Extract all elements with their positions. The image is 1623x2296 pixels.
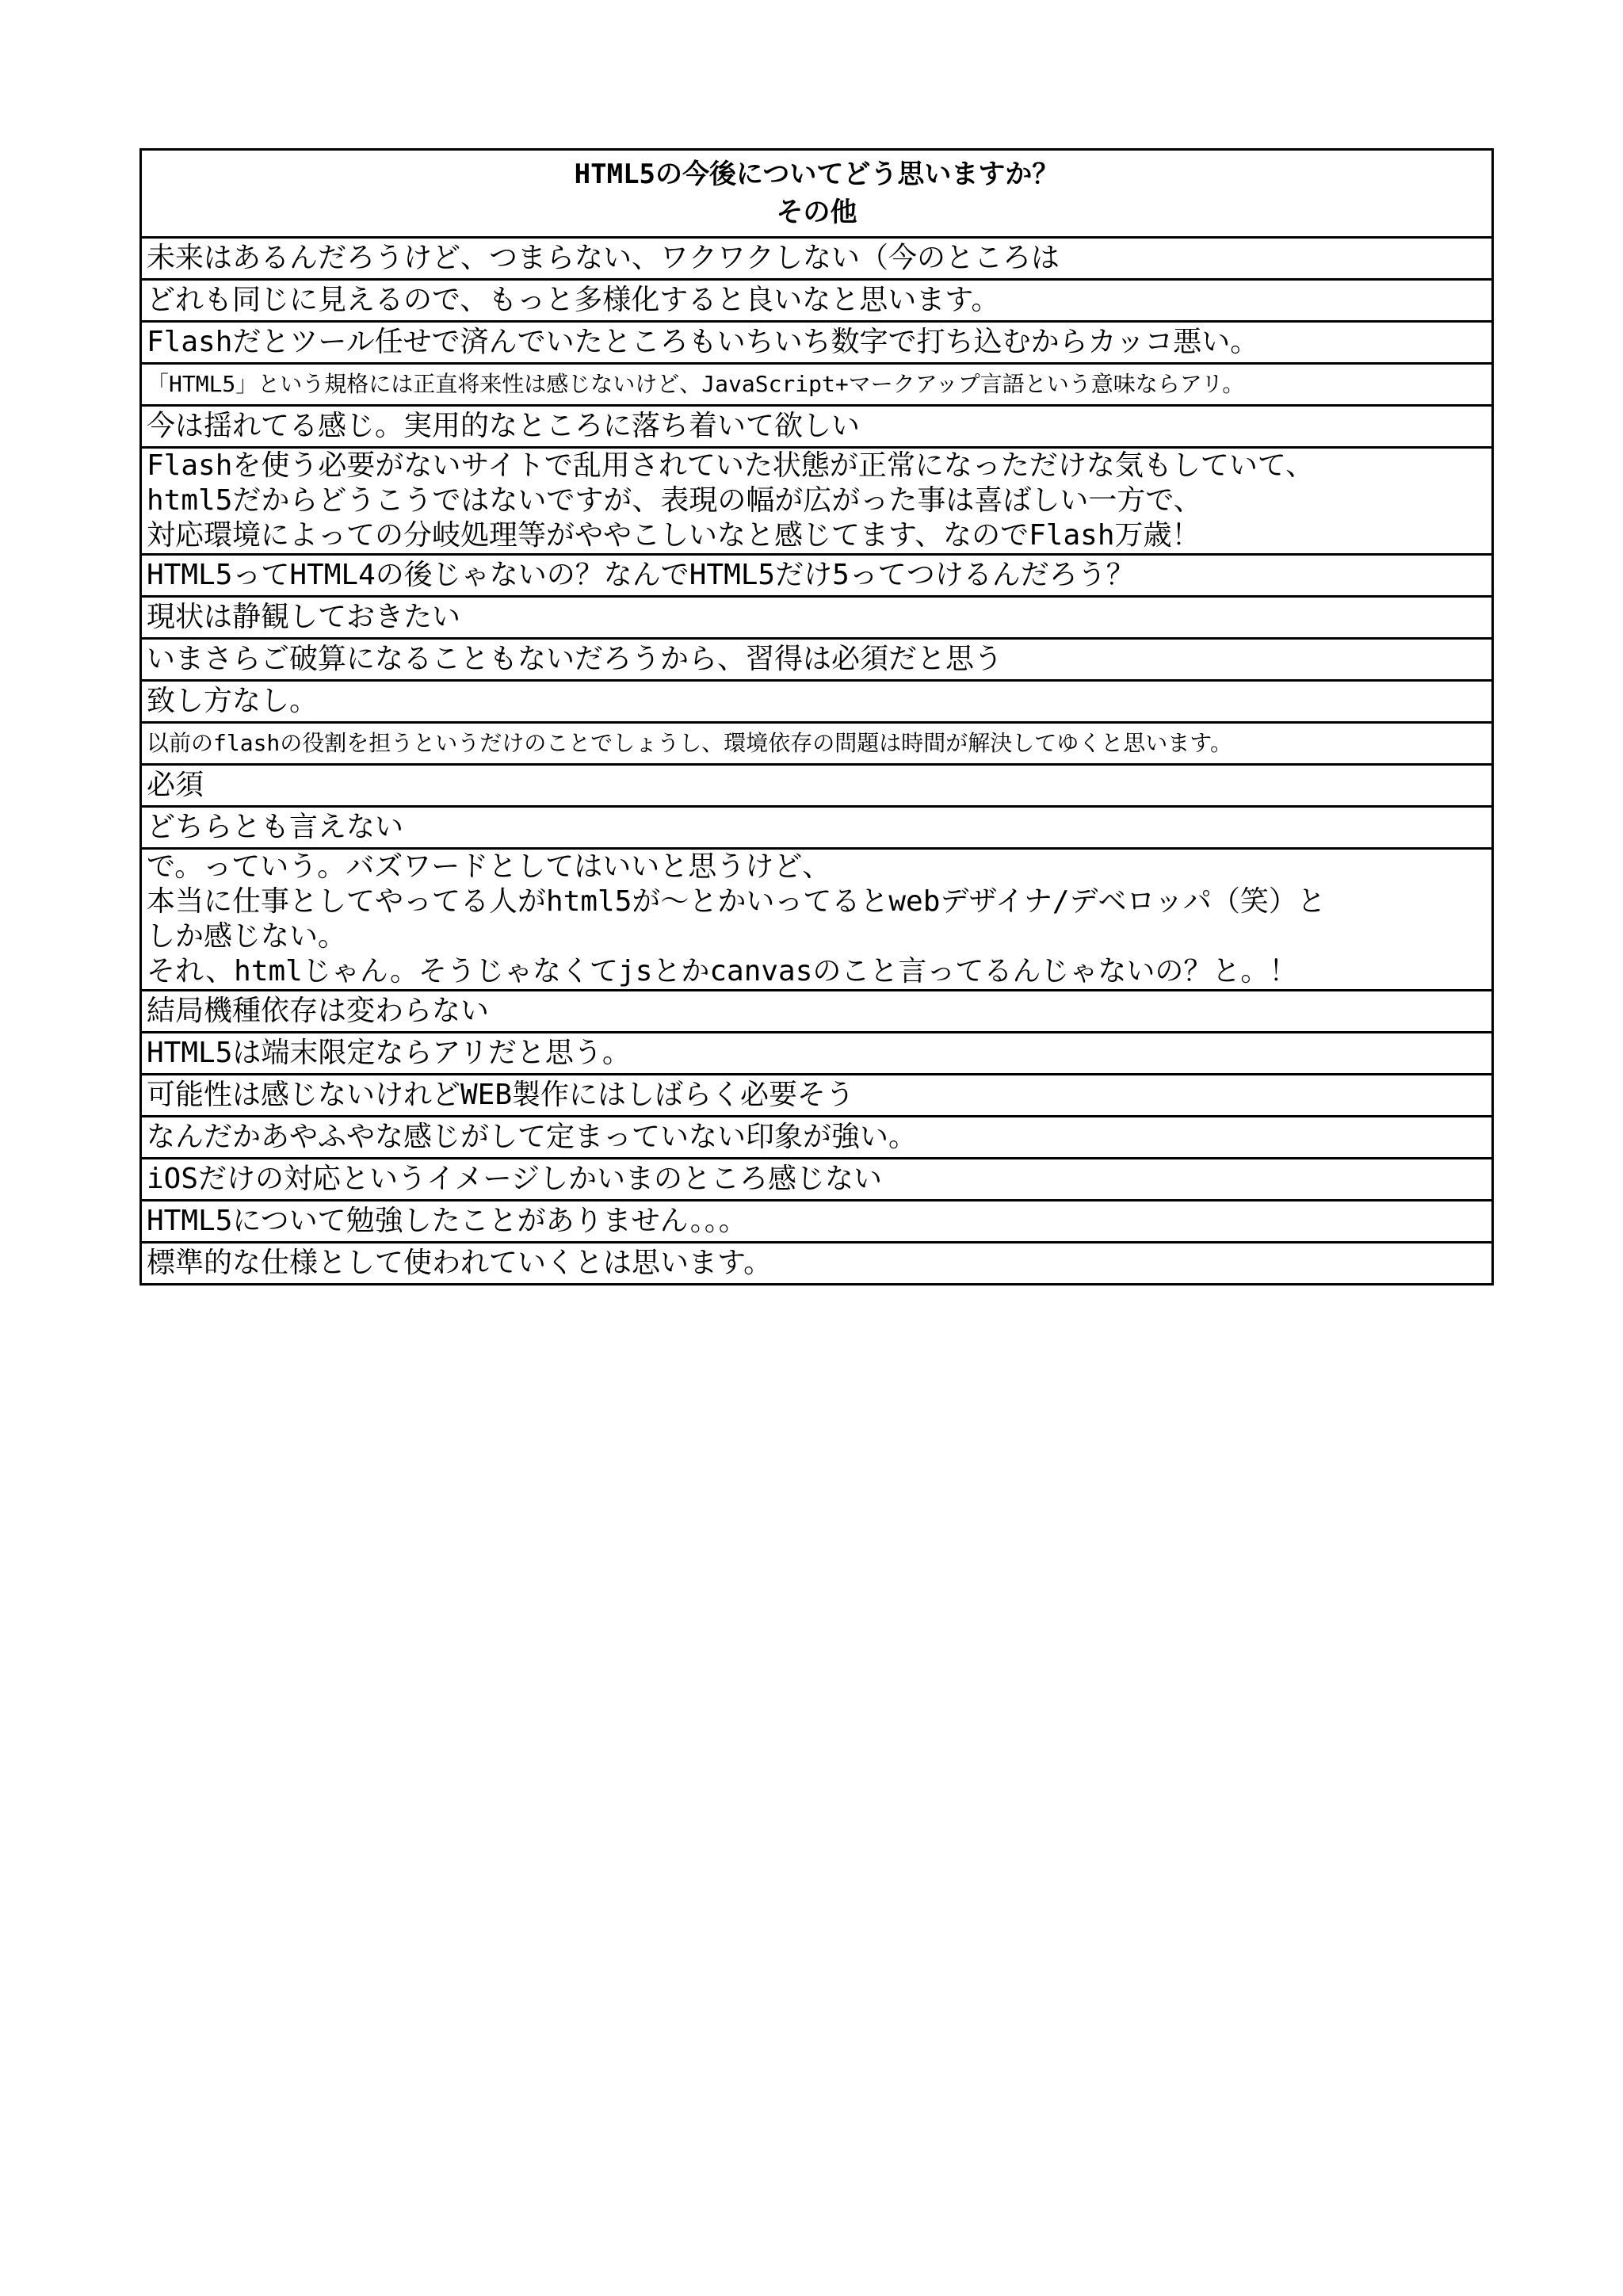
table-row bbox=[141, 765, 1493, 807]
response-text: しか感じない。 bbox=[147, 920, 347, 953]
response-text: 致し方なし。 bbox=[147, 685, 319, 717]
survey-table-body bbox=[141, 150, 1493, 1285]
table-row bbox=[141, 639, 1493, 681]
response-cell bbox=[141, 765, 1493, 807]
survey-table bbox=[139, 148, 1494, 1286]
response-text: 標準的な仕様として使われていくとは思います。 bbox=[147, 1247, 773, 1279]
response-cell bbox=[141, 723, 1493, 765]
table-row bbox=[141, 1117, 1493, 1159]
table-row bbox=[141, 807, 1493, 849]
response-cell bbox=[141, 849, 1493, 991]
response-cell bbox=[141, 406, 1493, 448]
table-row bbox=[141, 406, 1493, 448]
table-row bbox=[141, 723, 1493, 765]
response-text: で。っていう。バズワードとしてはいいと思うけど、 bbox=[147, 850, 831, 883]
response-text: 以前のflashの役割を担うというだけのことでしょうし、環境依存の問題は時間が解決してゆくと思います。 bbox=[147, 730, 1233, 756]
response-text: 結局機種依存は変わらない bbox=[147, 995, 490, 1027]
response-text: それ、htmlじゃん。そうじゃなくてjsとかcanvasのこと言ってるんじゃないの？と。！ bbox=[147, 955, 1298, 988]
response-text: 現状は静観しておきたい bbox=[147, 601, 461, 633]
table-row bbox=[141, 238, 1493, 280]
category-label: その他 bbox=[776, 197, 857, 228]
table-row bbox=[141, 991, 1493, 1033]
table-row bbox=[141, 597, 1493, 639]
response-text: iOSだけの対応というイメージしかいまのところ感じない bbox=[147, 1163, 882, 1195]
response-cell bbox=[141, 364, 1493, 406]
response-cell bbox=[141, 238, 1493, 280]
response-text: なんだかあやふやな感じがして定まっていない印象が強い。 bbox=[147, 1121, 918, 1153]
response-text: いまさらご破算になることもないだろうから、習得は必須だと思う bbox=[147, 643, 1003, 675]
response-text: 必須 bbox=[147, 769, 204, 801]
table-row bbox=[141, 681, 1493, 723]
response-cell bbox=[141, 555, 1493, 597]
response-cell bbox=[141, 1075, 1493, 1117]
response-text: HTML5ってHTML4の後じゃないの？なんでHTML5だけ5ってつけるんだろう？ bbox=[147, 559, 1135, 591]
table-row bbox=[141, 1159, 1493, 1201]
response-text: 未来はあるんだろうけど、つまらない、ワクワクしない（今のところは bbox=[147, 242, 1060, 274]
response-text: 今は揺れてる感じ。実用的なところに落ち着いて欲しい bbox=[147, 410, 861, 442]
response-text: html5だからどうこうではないですが、表現の幅が広がった事は喜ばしい一方で、 bbox=[147, 484, 1202, 517]
table-header-cell bbox=[141, 150, 1493, 238]
response-text: どれも同じに見えるので、もっと多様化すると良いなと思います。 bbox=[147, 284, 1000, 316]
question-title: HTML5の今後についてどう思いますか？ bbox=[574, 159, 1060, 190]
response-text: 可能性は感じないけれどWEB製作にはしばらく必要そう bbox=[147, 1079, 855, 1111]
table-row bbox=[141, 1075, 1493, 1117]
response-text: 対応環境によっての分岐処理等がややこしいなと感じてます、なのでFlash万歳！ bbox=[147, 519, 1201, 552]
response-text: Flashだとツール任せで済んでいたところもいちいち数字で打ち込むからカッコ悪い。 bbox=[147, 326, 1259, 358]
response-text: どちらとも言えない bbox=[147, 811, 404, 843]
response-cell bbox=[141, 639, 1493, 681]
response-cell bbox=[141, 1201, 1493, 1243]
response-text: HTML5について勉強したことがありません。。。 bbox=[147, 1205, 747, 1237]
response-cell bbox=[141, 681, 1493, 723]
response-text: HTML5は端末限定ならアリだと思う。 bbox=[147, 1037, 631, 1069]
response-cell bbox=[141, 448, 1493, 555]
table-row bbox=[141, 280, 1493, 322]
response-cell bbox=[141, 1117, 1493, 1159]
response-cell bbox=[141, 1033, 1493, 1075]
response-cell bbox=[141, 991, 1493, 1033]
response-text: Flashを使う必要がないサイトで乱用されていた状態が正常になっただけな気もしていて、 bbox=[147, 449, 1315, 482]
table-row bbox=[141, 555, 1493, 597]
response-cell bbox=[141, 1159, 1493, 1201]
table-row bbox=[141, 849, 1493, 991]
table-row bbox=[141, 322, 1493, 364]
response-cell bbox=[141, 280, 1493, 322]
response-cell bbox=[141, 322, 1493, 364]
response-text: 本当に仕事としてやってる人がhtml5が～とかいってるとwebデザイナ/デベロッパ（笑）と bbox=[147, 885, 1326, 918]
response-cell bbox=[141, 807, 1493, 849]
table-header-row bbox=[141, 150, 1493, 238]
table-row bbox=[141, 364, 1493, 406]
table-row bbox=[141, 1243, 1493, 1285]
table-row bbox=[141, 1201, 1493, 1243]
response-cell bbox=[141, 1243, 1493, 1285]
response-cell bbox=[141, 597, 1493, 639]
response-text: 「HTML5」という規格には正直将来性は感じないけど、JavaScript+マークアップ言語という意味ならアリ。 bbox=[147, 371, 1245, 397]
table-row bbox=[141, 1033, 1493, 1075]
table-row bbox=[141, 448, 1493, 555]
